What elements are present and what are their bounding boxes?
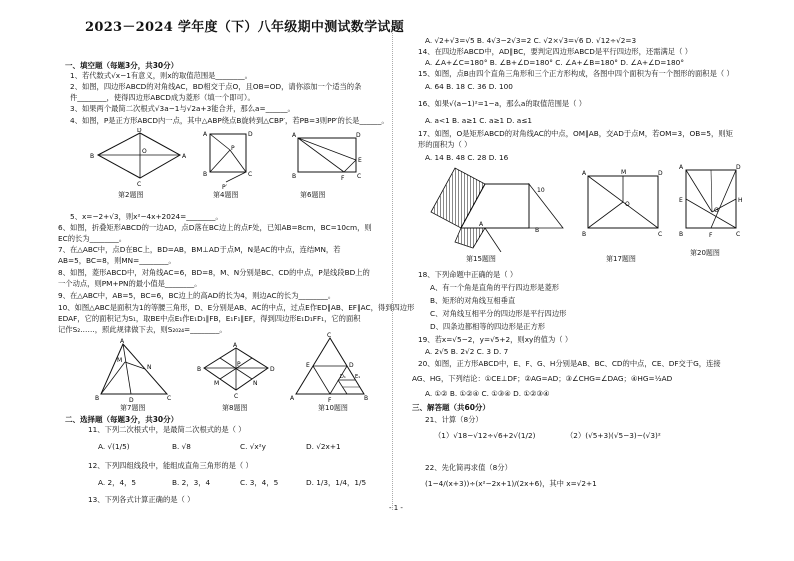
caption-figure-8: 第8题图 — [222, 404, 248, 412]
svg-text:B: B — [679, 231, 684, 238]
question-1: 1、若代数式√x−1有意义，则x的取值范围是________。 — [70, 71, 252, 80]
svg-text:10: 10 — [537, 187, 545, 194]
svg-text:M: M — [621, 169, 627, 176]
q15-options: A. 64 B. 18 C. 36 D. 100 — [425, 82, 513, 91]
svg-text:C: C — [736, 231, 741, 238]
svg-text:E: E — [306, 362, 310, 369]
svg-text:B: B — [203, 171, 208, 178]
svg-text:C: C — [137, 181, 142, 188]
svg-text:E₁: E₁ — [355, 374, 361, 380]
figure-20-square — [676, 160, 746, 242]
svg-text:D: D — [129, 397, 134, 404]
q12-option-b: B. 2，3，4 — [172, 478, 211, 487]
svg-text:E: E — [358, 157, 362, 164]
svg-text:C: C — [248, 171, 253, 178]
question-22: 22、先化简再求值（8分） — [425, 463, 512, 472]
caption-figure-10: 第10题图 — [318, 404, 348, 412]
caption-figure-17: 第17题图 — [606, 255, 636, 263]
q12-option-d: D. 1/3，1/4，1/5 — [306, 478, 367, 487]
question-2-line2: 件________，使得四边形ABCD成为菱形（填一个即可）。 — [70, 93, 255, 102]
question-11: 11、下列二次根式中，是最简二次根式的是（ ） — [88, 425, 246, 434]
section-solutions: 三、解答题（共60分） — [412, 403, 490, 412]
section-fill-blank: 一、填空题（每题3分，共30分） — [65, 61, 179, 70]
question-10-line3: 记作S₂……，照此规律做下去，则S₂₀₂₄=________。 — [58, 325, 227, 334]
q13-options: A. √2+√3=√5 B. 4√3−2√3=2 C. √2×√3=√6 D. √12÷√2=3 — [425, 36, 637, 45]
q19-options: A. 2√5 B. 2√2 C. 3 D. 7 — [425, 347, 509, 356]
svg-text:O: O — [142, 148, 147, 155]
svg-text:B: B — [197, 366, 202, 373]
question-18: 18、下列命题中正确的是（ ） — [418, 270, 518, 279]
q20-options: A. ①② B. ①②④ C. ①③④ D. ①②③④ — [425, 389, 550, 398]
question-20-line2: AG、HG，下列结论：①CE⊥DF；②AG=AD；③∠CHG=∠DAG；④HG=½AD — [412, 374, 673, 383]
question-19: 19、若x=√5−2，y=√5+2，则xy的值为（ ） — [418, 335, 573, 344]
question-17-line2: 形的面积为（ ） — [418, 140, 472, 149]
figure-15-squares — [425, 162, 575, 252]
caption-figure-6: 第6题图 — [300, 191, 326, 199]
svg-text:P′: P′ — [222, 184, 227, 190]
svg-text:N: N — [253, 380, 258, 387]
svg-text:M: M — [117, 357, 123, 364]
svg-text:F: F — [328, 397, 332, 402]
question-7-line2: AB=5，BC=8，则MN=________。 — [58, 256, 176, 265]
figure-17-rectangle — [580, 166, 670, 246]
caption-figure-20: 第20题图 — [690, 249, 720, 257]
svg-text:A: A — [679, 164, 684, 171]
q11-option-c: C. √x²y — [240, 442, 266, 451]
figure-8-rhombus — [196, 340, 276, 402]
svg-text:A: A — [479, 221, 484, 228]
svg-text:B: B — [535, 227, 540, 234]
q18-option-c: C、对角线互相平分的四边形是平行四边形 — [430, 309, 567, 318]
q12-option-a: A. 2，4，5 — [98, 478, 137, 487]
figure-6-rectangle — [290, 128, 368, 190]
q11-option-a: A. √(1/5) — [98, 442, 130, 451]
q18-option-a: A、有一个角是直角的平行四边形是菱形 — [430, 283, 560, 292]
q11-option-d: D. √2x+1 — [306, 442, 341, 451]
svg-text:A: A — [203, 131, 208, 138]
caption-figure-7: 第7题图 — [120, 404, 146, 412]
question-16: 16、如果√(a−1)²=1−a，那么a的取值范围是（ ） — [418, 99, 587, 108]
svg-text:B: B — [364, 395, 369, 402]
svg-text:C: C — [167, 395, 172, 402]
caption-figure-4: 第4题图 — [213, 191, 239, 199]
question-12: 12、下列四组线段中，能组成直角三角形的是（ ） — [88, 461, 253, 470]
svg-text:D₁: D₁ — [340, 374, 346, 380]
svg-text:C: C — [357, 173, 362, 180]
q21-part-1: （1）√18−√12÷√6+2√(1/2) — [434, 431, 536, 440]
section-multiple-choice: 二、选择题（每题3分，共30分） — [65, 415, 179, 424]
column-divider — [392, 30, 394, 510]
svg-text:C: C — [658, 231, 663, 238]
q17-options: A. 14 B. 48 C. 28 D. 16 — [425, 153, 509, 162]
figure-4-square — [200, 128, 260, 190]
q11-option-b: B. √8 — [172, 442, 191, 451]
svg-text:H: H — [738, 197, 743, 204]
question-15: 15、如图，点B由四个直角三角形和三个正方形构成，各图中四个面积为有一个图形的面积是（ ） — [418, 69, 734, 78]
svg-text:C: C — [327, 332, 332, 339]
svg-text:M: M — [214, 380, 220, 387]
q12-option-c: C. 3，4，5 — [240, 478, 279, 487]
question-9: 9、在△ABC中，AB=5，BC=6，BC边上的高AD的长为4，则边AC的长为________。 — [58, 291, 336, 300]
svg-text:D: D — [658, 170, 663, 177]
q18-option-b: B、矩形的对角线互相垂直 — [430, 296, 516, 305]
question-6-line2: EC的长为________。 — [58, 234, 127, 243]
question-10-line2: EDAF，它的面积记为S₁，取BE中点E₁作E₁D₁∥FB，E₁F₁∥EF，得到四边形E₁D₁FF₁，它的面积 — [58, 314, 361, 323]
question-13: 13、下列各式计算正确的是（ ） — [88, 495, 195, 504]
q16-options: A. a<1 B. a≥1 C. a≥1 D. a≤1 — [425, 116, 533, 125]
svg-text:A: A — [233, 342, 238, 349]
svg-text:F: F — [341, 175, 345, 182]
caption-figure-15: 第15题图 — [466, 255, 496, 263]
svg-text:N: N — [147, 364, 152, 371]
svg-text:D: D — [356, 132, 361, 139]
question-21: 21、计算（8分） — [425, 415, 483, 424]
question-3: 3、如果两个最简二次根式√3a−1与√2a+3能合并，那么a=______。 — [70, 104, 295, 113]
figure-2-rhombus — [88, 128, 188, 190]
q22-expression: (1−4/(x+3))÷(x²−2x+1)/(2x+6)，其中 x=√2+1 — [425, 479, 597, 488]
svg-text:B: B — [582, 231, 587, 238]
svg-text:A: A — [290, 395, 295, 402]
question-2-line1: 2、如图，四边形ABCD的对角线AC，BD相交于点O，且OB=OD，请你添加一个适当的条 — [70, 82, 362, 91]
q18-option-d: D、四条边都相等的四边形是正方形 — [430, 322, 546, 331]
svg-text:D: D — [736, 164, 741, 171]
svg-text:A: A — [120, 338, 125, 345]
question-14: 14、在四边形ABCD中，AD∥BC，要判定四边形ABCD是平行四边形，还需满足（ ） — [418, 47, 693, 56]
q21-part-2: （2）(√5+3)(√5−3)−(√3)² — [566, 431, 661, 440]
exam-title: 2023－2024 学年度（下）八年级期中测试数学试题 — [85, 20, 404, 35]
svg-text:A: A — [582, 170, 587, 177]
question-20-line1: 20、如图，正方形ABCD中，E、F、G、H分别是AB、BC、CD的中点，CE、DF交于G，连接 — [418, 359, 721, 368]
question-6-line1: 6、如图，折叠矩形ABCD的一边AD，点D落在BC边上的点F处，已知AB=8cm，BC=10cm，则 — [58, 223, 372, 232]
figure-10-triangle — [290, 332, 370, 402]
svg-text:D: D — [248, 131, 253, 138]
svg-text:P: P — [237, 361, 241, 368]
svg-text:A: A — [182, 153, 187, 160]
svg-text:D: D — [270, 366, 275, 373]
page-number: - 1 - — [389, 504, 403, 512]
caption-figure-2: 第2题图 — [118, 191, 144, 199]
svg-text:P: P — [231, 145, 235, 152]
svg-text:O: O — [625, 201, 630, 208]
svg-text:E: E — [679, 197, 683, 204]
svg-text:C: C — [234, 393, 239, 400]
svg-text:B: B — [95, 395, 100, 402]
question-8-line1: 8、如图，菱形ABCD中，对角线AC=6，BD=8，M、N分别是BC、CD的中点，P是线段BD上的 — [58, 268, 370, 277]
svg-text:D: D — [349, 362, 354, 369]
question-7-line1: 7、在△ABC中，点D在BC上，BD=AB，BM⊥AD于点M，N是AC的中点，连结MN，若 — [58, 245, 341, 254]
question-10-line1: 10、如图△ABC是面积为1的等腰三角形，D、E分别是AB、AC的中点，过点E作ED∥AB、EF∥AC，得到四边形 — [58, 303, 415, 312]
q14-options: A. ∠A+∠C=180° B. ∠B+∠D=180° C. ∠A+∠B=180° D. ∠A+∠D=180° — [425, 58, 684, 67]
svg-text:B: B — [292, 173, 297, 180]
svg-text:B: B — [90, 153, 95, 160]
question-5: 5、x=−2+√3，则x²−4x+2024=________。 — [70, 212, 223, 221]
question-4: 4、如图，P是正方形ABCD内一点，其中△ABP绕点B旋转到△CBP′，若PB=3则PP′的长是______。 — [70, 116, 389, 125]
svg-text:F: F — [709, 232, 713, 239]
svg-text:G: G — [714, 207, 719, 214]
question-8-line2: 一个动点，则PM+PN的最小值是________。 — [58, 279, 202, 288]
question-17-line1: 17、如图，O是矩形ABCD的对角线AC的中点，OM∥AB，交AD于点M，若OM=3，OB=5，则矩 — [418, 129, 733, 138]
svg-text:A: A — [292, 132, 297, 139]
svg-text:D: D — [137, 128, 142, 134]
figure-7-triangle — [95, 336, 175, 404]
